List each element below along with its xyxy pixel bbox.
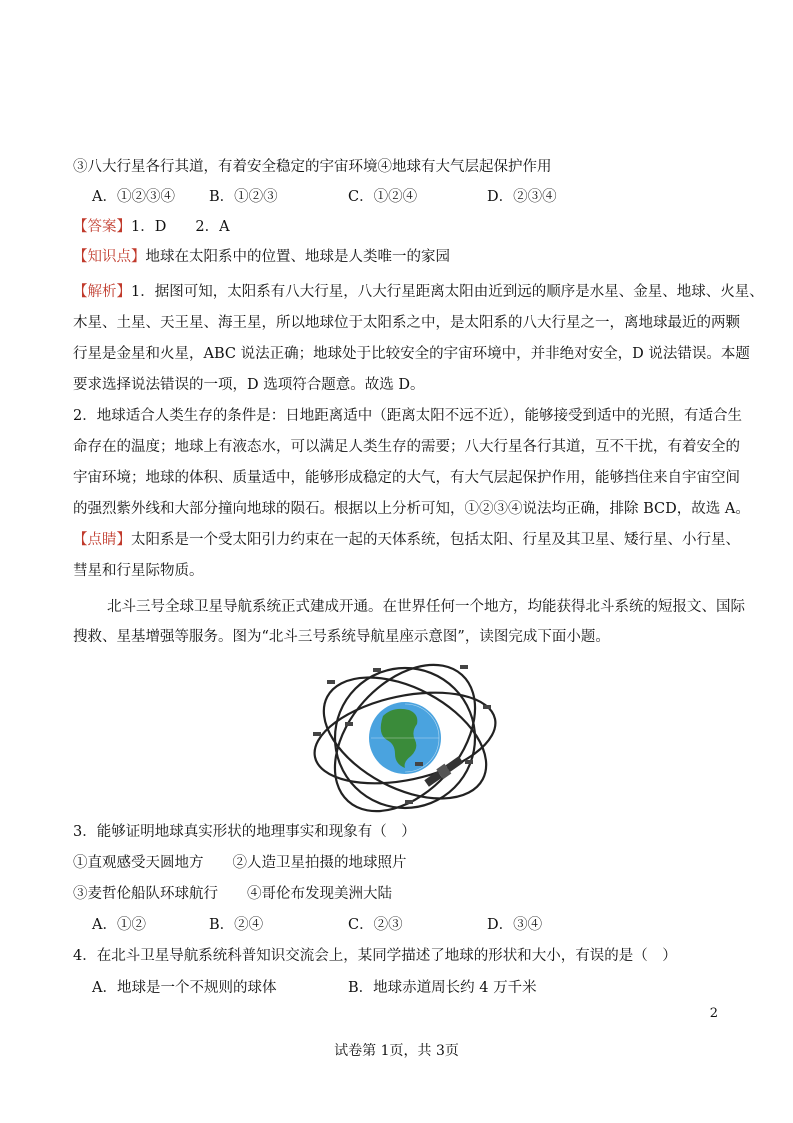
knowledge-point-line <box>73 247 450 267</box>
answer-tag: 【答案】 <box>73 219 131 235</box>
intro-line-1: 北斗三号全球卫星导航系统正式建成开通。在世界任何一个地方，均能获得北斗系统的短报文、国际 <box>107 599 745 615</box>
analysis-line-4: 要求选择说法错误的一项，D 选项符合题意。故选 D。 <box>73 377 425 393</box>
beidou-constellation-figure <box>305 650 505 815</box>
intro-line-2: 搜救、星基增强等服务。图为“北斗三号系统导航星座示意图”，读图完成下面小题。 <box>73 629 610 645</box>
analysis-text: 1．据图可知，太阳系有八大行星，八大行星距离太阳由近到远的顺序是水星、金星、地球、火星、 <box>131 284 764 300</box>
tip-text: 太阳系是一个受太阳引力约束在一起的天体系统，包括太阳、行星及其卫星、矮行星、小行星、 <box>131 532 740 548</box>
q3-option-d: D．③④ <box>487 917 543 933</box>
stem-line: ③八大行星各行其道，有着安全稳定的宇宙环境④地球有大气层起保护作用 <box>73 159 552 175</box>
analysis-tag: 【解析】 <box>73 284 131 300</box>
page-number: 2 <box>709 1006 718 1021</box>
answer-line <box>73 217 230 237</box>
q3-option-a: A．①② <box>92 917 146 933</box>
analysis-line-1 <box>73 282 764 302</box>
question-4: 4．在北斗卫星导航系统科普知识交流会上，某同学描述了地球的形状和大小，有误的是（ ） <box>73 948 677 964</box>
knowledge-point-text: 地球在太阳系中的位置、地球是人类唯一的家园 <box>145 249 450 265</box>
tip-line-1 <box>73 530 740 550</box>
question-3: 3．能够证明地球真实形状的地理事实和现象有（ ） <box>73 824 416 840</box>
analysis-line-5: 2．地球适合人类生存的条件是：日地距离适中（距离太阳不远不近），能够接受到适中的光照，有适合生 <box>73 408 742 424</box>
option-d: D．②③④ <box>487 189 557 205</box>
q3-statement-1: ①直观感受天圆地方 ②人造卫星拍摄的地球照片 <box>73 855 407 871</box>
q3-option-c: C．②③ <box>348 917 403 933</box>
option-a: A．①②③④ <box>92 189 175 205</box>
answer-text: 1．D 2．A <box>131 219 230 235</box>
tip-tag: 【点睛】 <box>73 532 131 548</box>
knowledge-point-tag: 【知识点】 <box>73 249 146 265</box>
page-footer: 试卷第 1页，共 3页 <box>334 1043 459 1059</box>
q4-option-a: A．地球是一个不规则的球体 <box>92 980 277 996</box>
tip-line-2: 彗星和行星际物质。 <box>73 563 204 579</box>
q3-option-b: B．②④ <box>209 917 264 933</box>
analysis-line-6: 命存在的温度；地球上有液态水，可以满足人类生存的需要；八大行星各行其道，互不干扰，有着安全的 <box>73 439 740 455</box>
option-c: C．①②④ <box>348 189 418 205</box>
option-b: B．①②③ <box>209 189 278 205</box>
analysis-line-2: 木星、土星、天王星、海王星，所以地球位于太阳系之中，是太阳系的八大行星之一，离地球最近的两颗 <box>73 315 740 331</box>
q3-statement-2: ③麦哲伦船队环球航行 ④哥伦布发现美洲大陆 <box>73 886 392 902</box>
analysis-line-7: 宇宙环境；地球的体积、质量适中，能够形成稳定的大气，有大气层起保护作用，能够挡住来自宇宙空间 <box>73 470 740 486</box>
q4-option-b: B．地球赤道周长约 4 万千米 <box>348 980 537 996</box>
earth-globe-icon <box>369 702 441 774</box>
analysis-line-8: 的强烈紫外线和大部分撞向地球的陨石。根据以上分析可知，①②③④说法均正确，排除 BCD，故选 A。 <box>73 501 750 517</box>
analysis-line-3: 行星是金星和火星，ABC 说法正确；地球处于比较安全的宇宙环境中，并非绝对安全，D 说法错误。本题 <box>73 346 750 362</box>
